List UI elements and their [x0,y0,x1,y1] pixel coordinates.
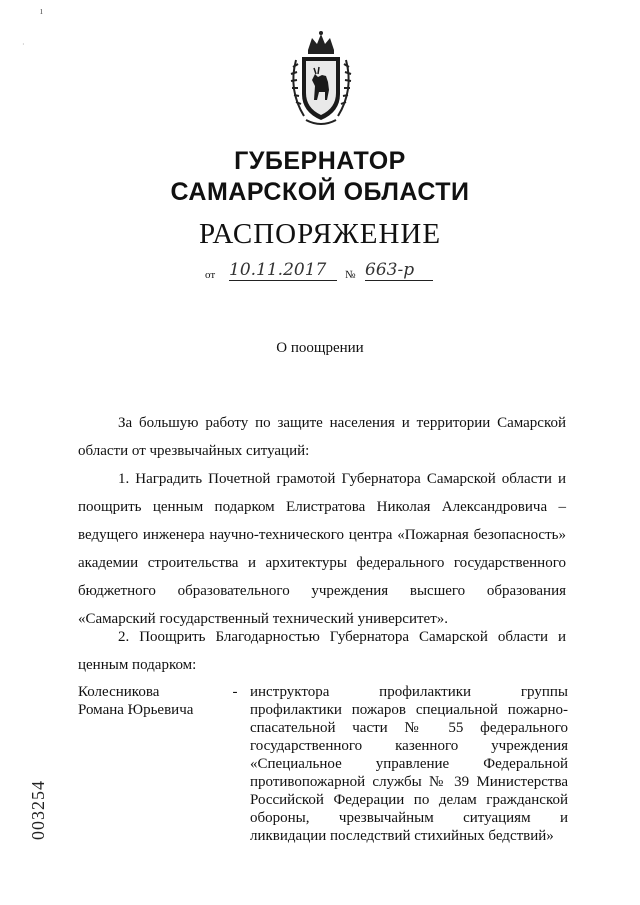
number-prefix: № [345,269,356,281]
number-value: 663-р [365,260,433,281]
awardee-given-names: Романа Юрьевича [78,702,194,718]
date-value: 10.11.2017 [229,260,337,281]
awardee-description: инструктора профилактики группы профилактики пожаров специальной пожарно-спасательной части № 55 федерального государственного казенного учреждения «Специальное управление Федеральной противопожарной службы № 39 Министерства Российской Федерации по делам гражданской обороны, чрезвычайным ситуациям и ликвидации последствий стихийных бедствий» [250,684,568,844]
item-2-paragraph [78,623,566,679]
awardee-dash: - [232,684,238,700]
intro-paragraph [78,409,566,465]
side-stamp-number: 003254 [28,780,48,840]
intro-text: За большую работу по защите населения и территории Самарской области от чрезвычайных ситуаций: [78,415,566,459]
org-title-line1: ГУБЕРНАТОР [234,147,406,175]
date-prefix: от [205,269,216,281]
awardee-surname: Колесникова [78,684,160,700]
item-1-paragraph [78,465,566,633]
awardee-name [78,683,228,719]
document-subject: О поощрении [276,340,364,356]
corner-mark: ı [40,6,43,17]
org-title-line2: САМАРСКОЙ ОБЛАСТИ [170,178,470,206]
item-2-text: 2. Поощрить Благодарностью Губернатора Самарской области и ценным подарком: [78,629,566,673]
registration-line [205,260,445,286]
document-type-heading: РАСПОРЯЖЕНИЕ [198,218,442,250]
scan-speck: · [22,40,25,49]
item-1-text: 1. Наградить Почетной грамотой Губернатора Самарской области и поощрить ценным подарком Елистратова Николая Александровича – ведущего инженера научно-технического центра «Пожарная безопасность» академии строительства и архитектуры федерального государственного бюджетного образовательного учреждения высшего образования «Самарский государственный технический университет». [78,471,566,627]
samara-coat-of-arms-icon [284,30,358,128]
